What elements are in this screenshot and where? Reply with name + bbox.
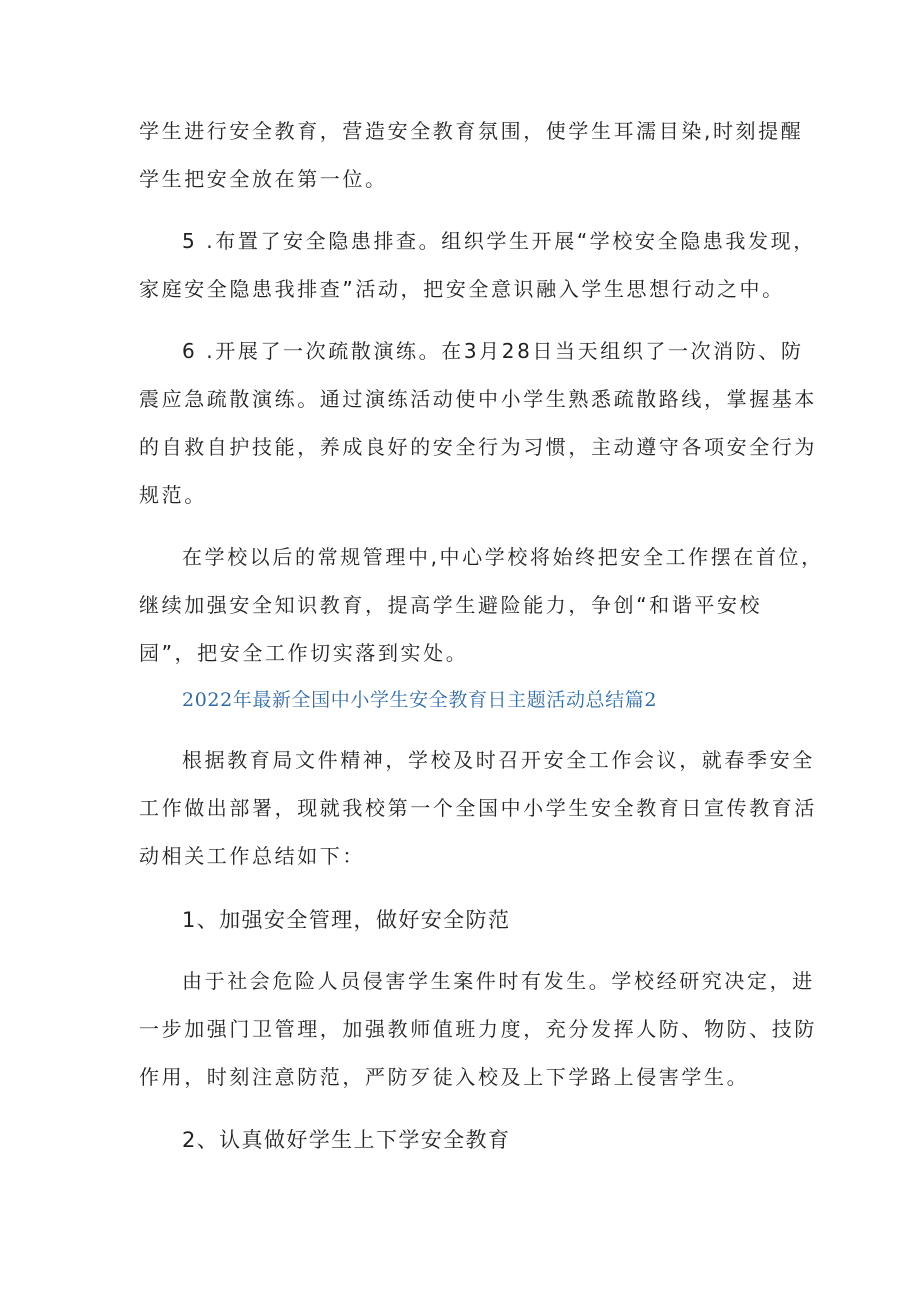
paragraph-line: 在学校以后的常规管理中,中心学校将始终把安全工作摆在首位， <box>182 545 824 569</box>
paragraph-line: 一步加强门卫管理，加强教师值班力度，充分发挥人防、物防、技防 <box>139 1017 817 1041</box>
list-item-6-line: 的自救自护技能，养成良好的安全行为习惯，主动遵守各项安全行为 <box>139 435 817 459</box>
subheading-2: 2、认真做好学生上下学安全教育 <box>182 1128 511 1152</box>
subheading-1: 1、加强安全管理，做好安全防范 <box>182 908 511 932</box>
paragraph-line: 作用，时刻注意防范，严防歹徒入校及上下学路上侵害学生。 <box>139 1065 750 1089</box>
list-item-6-line: 震应急疏散演练。通过演练活动使中小学生熟悉疏散路线，掌握基本 <box>139 387 817 411</box>
paragraph-line: 学生把安全放在第一位。 <box>139 167 388 191</box>
paragraph-line: 工作做出部署，现就我校第一个全国中小学生安全教育日宣传教育活 <box>139 796 817 820</box>
paragraph-line: 学生进行安全教育，营造安全教育氛围，使学生耳濡目染,时刻提醒 <box>139 119 804 143</box>
paragraph-line: 继续加强安全知识教育，提高学生避险能力，争创“和谐平安校 <box>139 593 763 617</box>
paragraph-line: 动相关工作总结如下： <box>139 844 365 868</box>
list-item-6-line: 规范。 <box>139 483 207 507</box>
section-heading-link[interactable]: 2022年最新全国中小学生安全教育日主题活动总结篇2 <box>182 689 658 711</box>
paragraph-line: 园”，把安全工作切实落到实处。 <box>139 641 469 665</box>
list-item-5-line: 家庭安全隐患我排查”活动，把安全意识融入学生思想行动之中。 <box>139 277 785 301</box>
list-item-5-line: 5 .布置了安全隐患排查。组织学生开展“学校安全隐患我发现， <box>182 229 816 253</box>
paragraph-line: 由于社会危险人员侵害学生案件时有发生。学校经研究决定，进 <box>182 969 815 993</box>
paragraph-line: 根据教育局文件精神，学校及时召开安全工作会议，就春季安全 <box>182 748 815 772</box>
list-item-6-line: 6 .开展了一次疏散演练。在3月28日当天组织了一次消防、防 <box>182 339 804 363</box>
